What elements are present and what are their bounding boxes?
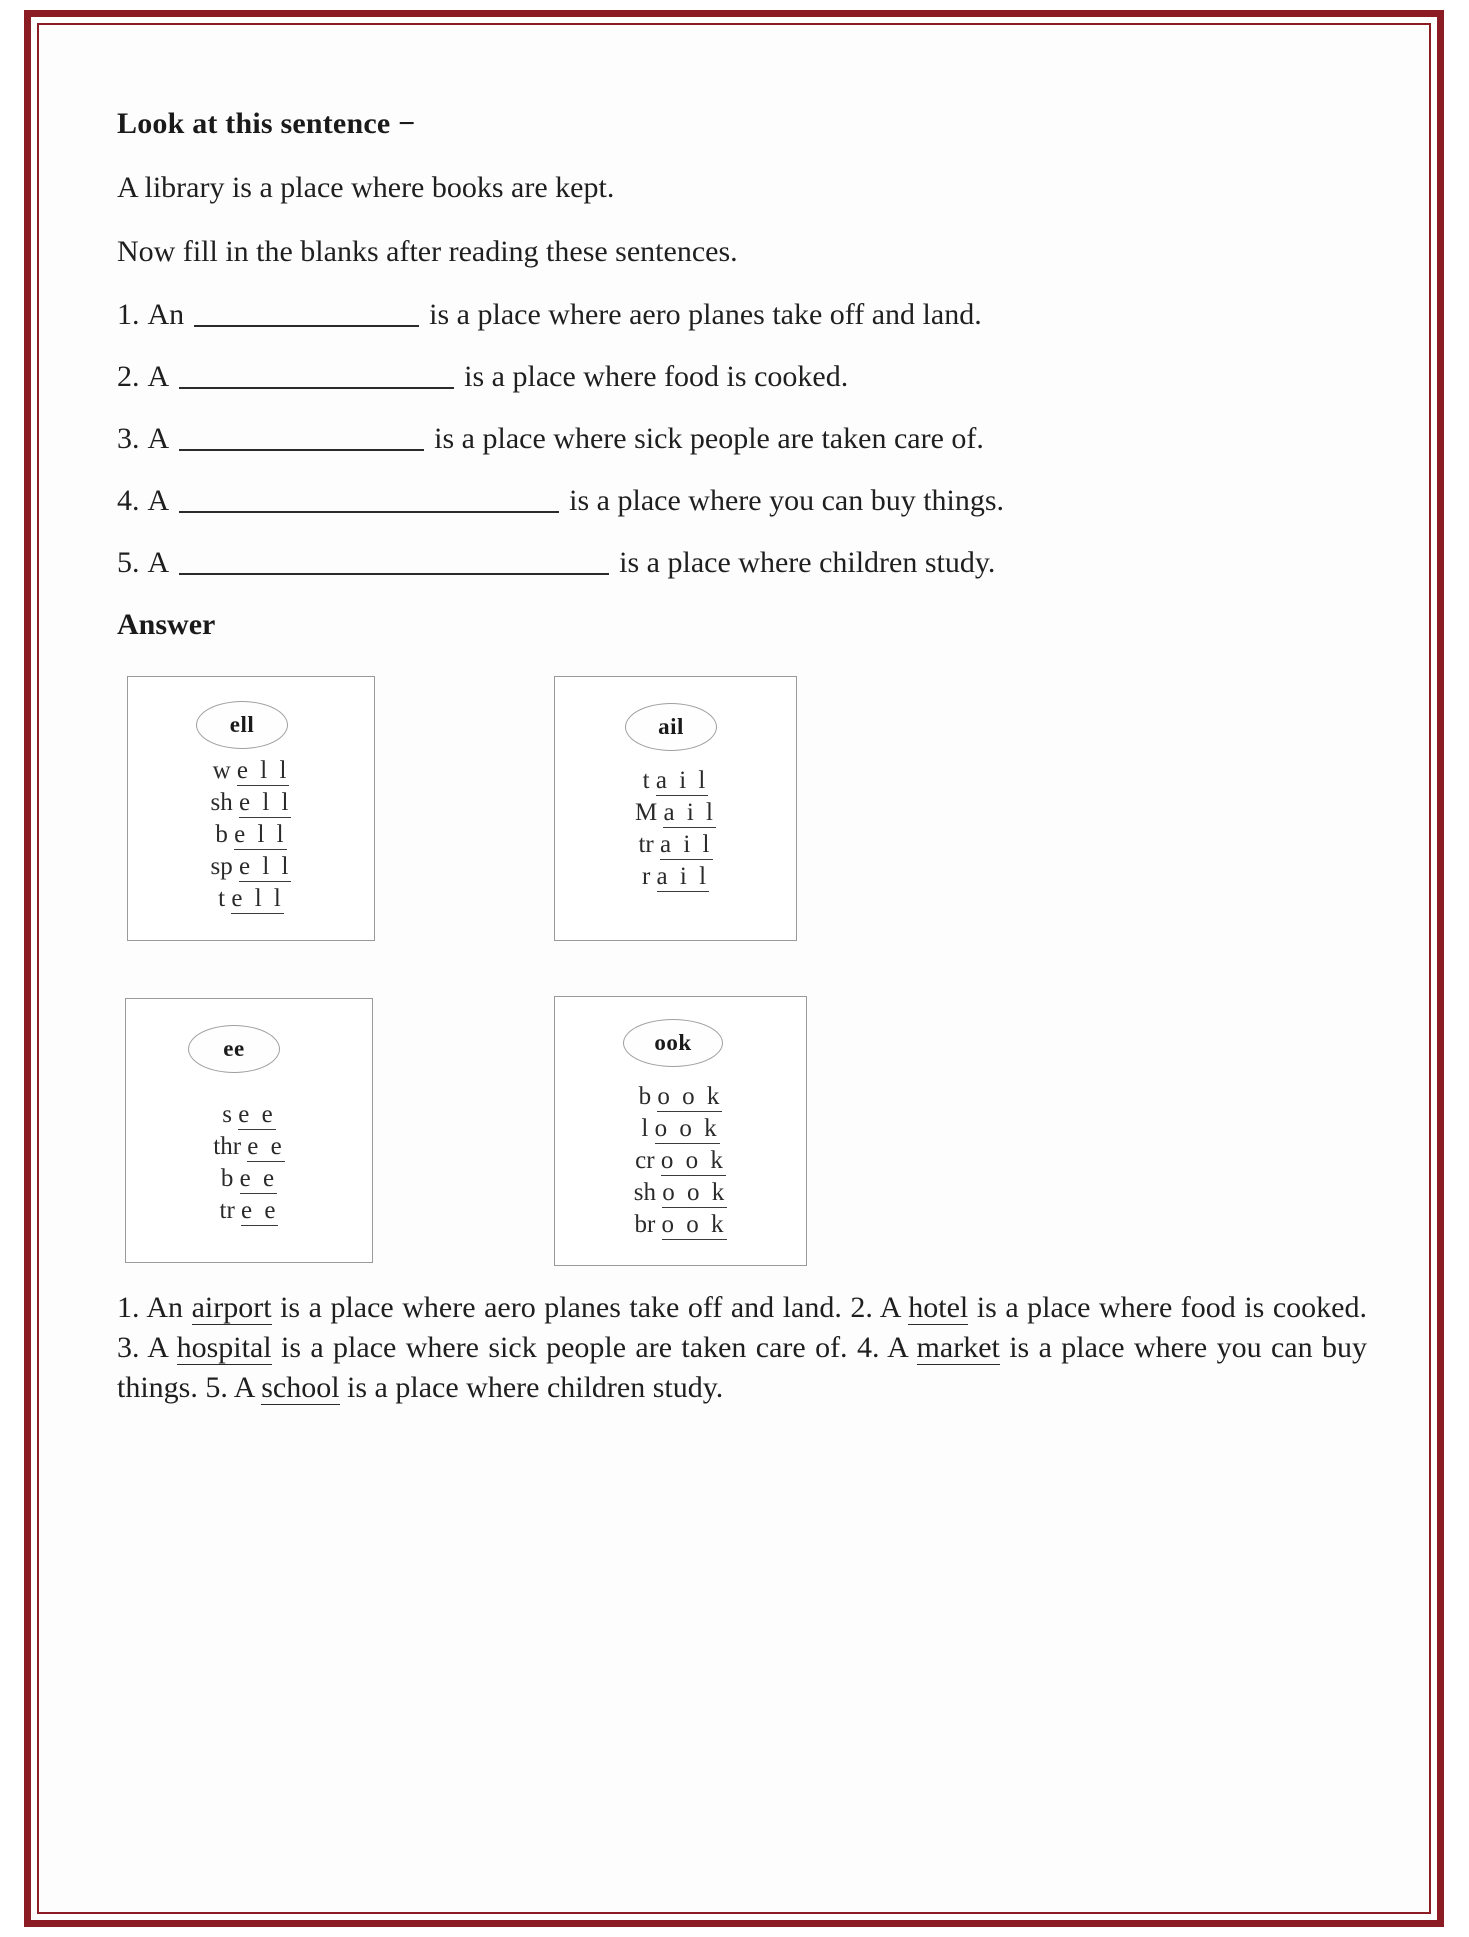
fill-in-blanks-list bbox=[117, 298, 1367, 580]
word-list-item: tr a i l bbox=[638, 831, 713, 859]
question-number: 2. bbox=[117, 360, 140, 394]
word-list-item: thr e e bbox=[213, 1133, 285, 1161]
answer-blank[interactable] bbox=[194, 301, 419, 327]
question-row bbox=[117, 422, 1367, 456]
example-sentence: A library is a place where books are kept. bbox=[117, 171, 615, 204]
word-list bbox=[555, 765, 796, 893]
word-list bbox=[555, 1081, 806, 1241]
word-list-item: sp e l l bbox=[210, 853, 292, 881]
rime-bubble: ail bbox=[625, 703, 717, 751]
word-list-item: tr e e bbox=[219, 1197, 279, 1225]
question-text: is a place where aero planes take off and land. bbox=[429, 298, 982, 332]
fill-blanks-instruction: Now fill in the blanks after reading these sentences. bbox=[117, 234, 738, 268]
question-article: An bbox=[147, 298, 185, 332]
word-list-item: b e e bbox=[220, 1165, 278, 1193]
word-list-item: sh e l l bbox=[210, 789, 292, 817]
answer-blank[interactable] bbox=[179, 425, 424, 451]
question-row bbox=[117, 360, 1367, 394]
word-list-item: r a i l bbox=[641, 863, 710, 891]
answer-word: airport bbox=[191, 1291, 272, 1325]
rime-bubble: ell bbox=[196, 701, 288, 749]
answer-word: hotel bbox=[908, 1291, 969, 1325]
word-list-item: b e l l bbox=[215, 821, 287, 849]
question-number: 5. bbox=[117, 546, 140, 580]
question-article: A bbox=[147, 484, 170, 518]
question-number: 1. bbox=[117, 298, 140, 332]
answer-blank[interactable] bbox=[179, 549, 609, 575]
word-family-box bbox=[127, 676, 375, 941]
final-answer-paragraph: 1. An airport is a place where aero planes take off and land. 2. A hotel is a place where food is cooked. 3. A hospital is a place where sick people are taken care of. 4. A market is a place where you can buy things. 5. A school is a place where children study. bbox=[117, 1291, 1367, 1404]
answer-word: school bbox=[261, 1370, 340, 1404]
answer-blank[interactable] bbox=[179, 363, 454, 389]
word-list-item: M a i l bbox=[635, 799, 716, 827]
question-row bbox=[117, 298, 1367, 332]
answer-word: market bbox=[916, 1331, 1000, 1365]
answer-heading: Answer bbox=[117, 608, 216, 642]
question-text: is a place where food is cooked. bbox=[464, 360, 849, 394]
question-row bbox=[117, 546, 1367, 580]
rime-bubble: ee bbox=[188, 1025, 280, 1073]
question-text: is a place where sick people are taken care of. bbox=[434, 422, 984, 456]
rime-bubble: ook bbox=[623, 1019, 723, 1067]
question-text: is a place where children study. bbox=[619, 546, 996, 580]
question-row bbox=[117, 484, 1367, 518]
word-list-item: sh o o k bbox=[633, 1179, 728, 1207]
word-family-box bbox=[554, 676, 797, 941]
worksheet-content bbox=[117, 107, 1367, 1408]
question-text: is a place where you can buy things. bbox=[569, 484, 1005, 518]
word-list bbox=[128, 755, 374, 915]
word-list-item: s e e bbox=[222, 1101, 276, 1129]
look-at-sentence-heading: Look at this sentence − bbox=[117, 107, 416, 140]
word-list-item: br o o k bbox=[634, 1211, 727, 1239]
answer-blank[interactable] bbox=[179, 487, 559, 513]
word-list-item: t a i l bbox=[642, 767, 709, 795]
answer-word: hospital bbox=[176, 1331, 272, 1365]
question-article: A bbox=[147, 360, 170, 394]
word-list bbox=[126, 1099, 372, 1227]
question-article: A bbox=[147, 546, 170, 580]
word-list-item: t e l l bbox=[218, 885, 284, 913]
word-family-box bbox=[554, 996, 807, 1266]
page-border bbox=[24, 10, 1444, 1927]
word-family-box-grid bbox=[117, 676, 1367, 1288]
word-list-item: b o o k bbox=[638, 1083, 723, 1111]
word-list-item: cr o o k bbox=[635, 1147, 726, 1175]
question-number: 4. bbox=[117, 484, 140, 518]
word-family-box bbox=[125, 998, 373, 1263]
word-list-item: l o o k bbox=[641, 1115, 720, 1143]
word-list-item: w e l l bbox=[212, 757, 290, 785]
question-article: A bbox=[147, 422, 170, 456]
question-number: 3. bbox=[117, 422, 140, 456]
